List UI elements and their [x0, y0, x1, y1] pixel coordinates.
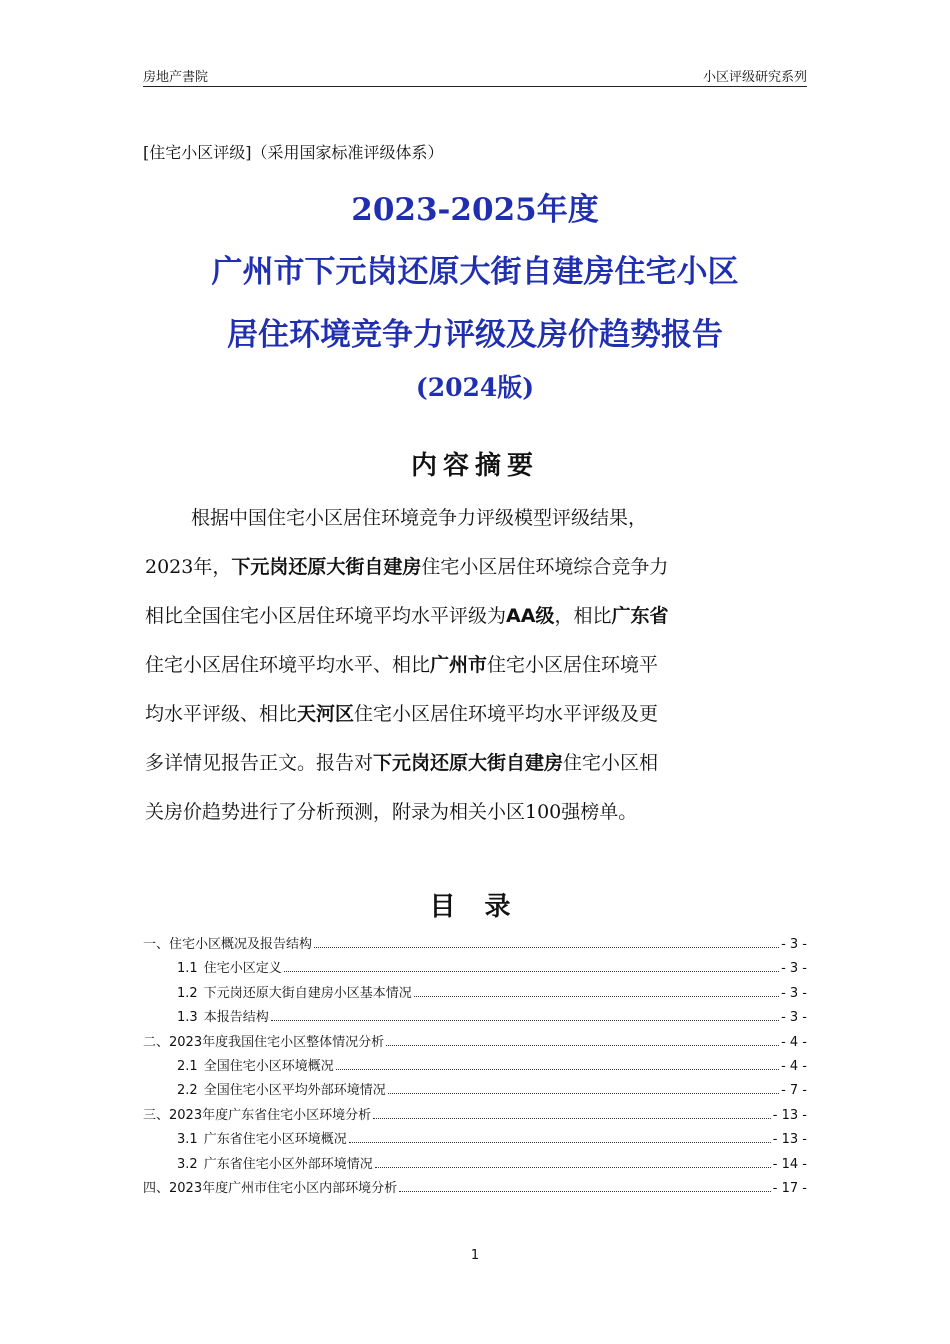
toc-entry-label: 住宅小区定义 — [203, 961, 282, 977]
toc-entry-number: 1.1 — [177, 961, 198, 977]
toc-entry-number: 2.1 — [177, 1058, 198, 1074]
toc-entry-page: - 4 - — [781, 1058, 807, 1074]
summary-line — [145, 641, 807, 690]
summary-text: 关房价趋势进行了分析预测，附录为相关小区100强榜单。 — [145, 801, 638, 823]
title-line-2: 广州市下元岗还原大街自建房住宅小区 — [211, 254, 739, 290]
toc-entry-number: 1.3 — [177, 1010, 198, 1026]
toc-entry-number: 1.2 — [177, 985, 198, 1001]
header-left: 房地产書院 — [143, 70, 209, 85]
toc-entry-label: 四、2023年度广州市住宅小区内部环境分析 — [143, 1180, 398, 1196]
summary-line — [145, 494, 807, 543]
toc-entry-page: - 3 - — [781, 985, 807, 1001]
toc-leader-dots — [375, 1166, 771, 1168]
title-line-3: 居住环境竞争力评级及房价趋势报告 — [227, 317, 723, 353]
toc-entry[interactable] — [143, 1031, 807, 1055]
toc-leader-dots — [373, 1117, 771, 1119]
table-of-contents — [143, 933, 807, 1201]
summary-emphasis: 天河区 — [297, 703, 355, 725]
toc-entry-label: 本报告结构 — [203, 1010, 269, 1026]
toc-entry-page: - 13 - — [772, 1107, 807, 1123]
toc-leader-dots — [336, 1068, 779, 1070]
toc-entry[interactable] — [143, 1153, 807, 1177]
summary-text: 住宅小区居住环境平均水平评级及更 — [354, 703, 659, 725]
summary-text: ，相比 — [554, 605, 612, 627]
summary-emphasis: 广州市 — [430, 654, 488, 676]
toc-entry-page: - 13 - — [772, 1132, 807, 1148]
summary-line — [145, 690, 807, 739]
toc-entry[interactable] — [143, 1104, 807, 1128]
summary-body — [145, 494, 807, 837]
toc-entry-label: 下元岗还原大街自建房小区基本情况 — [203, 985, 412, 1001]
toc-entry-label: 二、2023年度我国住宅小区整体情况分析 — [143, 1034, 385, 1050]
toc-leader-dots — [388, 1092, 779, 1094]
summary-text: 均水平评级、相比 — [145, 703, 298, 725]
toc-entry-label: 三、2023年度广东省住宅小区环境分析 — [143, 1107, 372, 1123]
toc-heading: 目 录 — [429, 892, 521, 922]
toc-entry-page: - 14 - — [772, 1156, 807, 1172]
summary-line — [145, 543, 807, 592]
toc-entry[interactable] — [143, 933, 807, 957]
toc-leader-dots — [399, 1190, 771, 1192]
toc-leader-dots — [271, 1019, 779, 1021]
summary-text: 相比全国住宅小区居住环境平均水平评级为 — [145, 605, 507, 627]
summary-emphasis: AA级 — [506, 605, 555, 627]
summary-text: 住宅小区居住环境平均水平、相比 — [145, 654, 431, 676]
summary-text: 住宅小区居住环境综合竞争力 — [421, 556, 669, 578]
toc-entry[interactable] — [143, 1079, 807, 1103]
toc-entry-number: 3.1 — [177, 1132, 198, 1148]
toc-leader-dots — [284, 970, 779, 972]
toc-entry[interactable] — [143, 957, 807, 981]
header-right: 小区评级研究系列 — [702, 70, 807, 85]
summary-text: 根据中国住宅小区居住环境竞争力评级模型评级结果， — [191, 507, 648, 529]
toc-entry-page: - 17 - — [772, 1180, 807, 1196]
summary-text: 多详情见报告正文。报告对 — [145, 752, 374, 774]
summary-heading: 内容摘要 — [410, 451, 539, 481]
summary-text: 住宅小区相 — [563, 752, 659, 774]
toc-entry-page: - 3 - — [781, 1010, 807, 1026]
toc-entry-page: - 3 - — [781, 937, 807, 952]
summary-emphasis: 下元岗还原大街自建房 — [373, 752, 564, 774]
toc-entry-page: - 4 - — [781, 1034, 807, 1050]
toc-entry[interactable] — [143, 1128, 807, 1152]
summary-text: 2023年， — [145, 556, 232, 578]
toc-leader-dots — [386, 1044, 779, 1046]
page-number: 1 — [470, 1248, 480, 1263]
summary-line — [145, 592, 807, 641]
toc-leader-dots — [414, 995, 779, 997]
toc-entry[interactable] — [143, 1006, 807, 1030]
toc-entry-page: - 7 - — [781, 1083, 807, 1099]
toc-entry[interactable] — [143, 1177, 807, 1201]
summary-line — [145, 788, 807, 837]
summary-text: 住宅小区居住环境平 — [487, 654, 659, 676]
toc-entry-label: 广东省住宅小区外部环境情况 — [203, 1156, 373, 1172]
title-line-1: 2023-2025年度 — [351, 192, 599, 228]
toc-leader-dots — [314, 946, 779, 948]
report-tagline: [住宅小区评级]（采用国家标准评级体系） — [143, 143, 444, 162]
toc-entry-label: 全国住宅小区平均外部环境情况 — [203, 1083, 386, 1099]
toc-entry[interactable] — [143, 1055, 807, 1079]
title-line-4: (2024版) — [415, 373, 535, 402]
toc-entry-number: 3.2 — [177, 1156, 198, 1172]
toc-entry-label: 全国住宅小区环境概况 — [203, 1058, 334, 1074]
page-header — [143, 64, 807, 87]
toc-entry-number: 2.2 — [177, 1083, 198, 1099]
summary-emphasis: 下元岗还原大街自建房 — [231, 556, 422, 578]
summary-emphasis: 广东省 — [611, 605, 669, 627]
toc-leader-dots — [349, 1141, 771, 1143]
summary-line — [145, 739, 807, 788]
toc-entry[interactable] — [143, 982, 807, 1006]
toc-entry-label: 一、住宅小区概况及报告结构 — [143, 937, 313, 952]
toc-entry-label: 广东省住宅小区环境概况 — [203, 1132, 347, 1148]
toc-entry-page: - 3 - — [781, 961, 807, 977]
